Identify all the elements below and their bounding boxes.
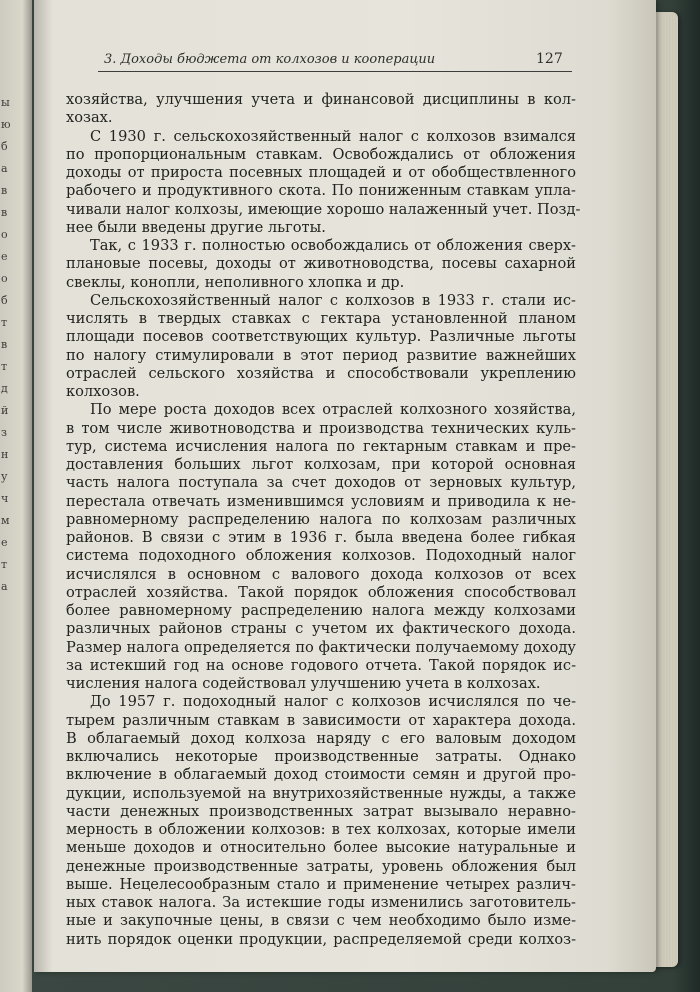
left-page-fragment: е	[1, 536, 8, 549]
text-line: за истекший год на основе годового отчета. Такой порядок ис-	[66, 656, 576, 674]
text-line: равномерному распределению налога по колхозам различных	[66, 510, 576, 528]
body-text	[66, 91, 581, 949]
text-line: колхозов.	[66, 383, 140, 400]
left-page-fragment: з	[1, 426, 7, 439]
text-line: мерность в обложении колхозов: в тех колхозах, которые имели	[66, 821, 576, 838]
text-line: площади посевов соответствующих культур. Различные льготы	[66, 328, 576, 346]
text-line: числения налога содействовал улучшению учета в колхозах.	[66, 675, 541, 692]
left-page-fragment: у	[1, 470, 8, 483]
text-line: доходы от прироста посевных площадей и от обобществленного	[66, 164, 576, 181]
text-line: исчислялся в основном с валового дохода колхозов от всех	[66, 565, 576, 583]
text-line: До 1957 г. подоходный налог с колхозов исчислялся по че-	[90, 693, 576, 711]
left-page-fragment: в	[1, 338, 8, 351]
text-line: тырем различным ставкам в зависимости от характера дохода.	[66, 711, 576, 729]
text-line: доставления больших льгот колхозам, при которой основная	[66, 456, 576, 473]
header-rule	[98, 71, 572, 72]
text-line: числять в твердых ставках с гектара установленной планом	[66, 310, 576, 327]
left-page-fragment: а	[1, 162, 8, 175]
text-line: ные и закупочные цены, в связи с чем необходимо было изме-	[66, 912, 576, 930]
text-line: части денежных производственных затрат вызывало неравно-	[66, 802, 576, 820]
text-line: различных районов страны с учетом их фактического дохода.	[66, 620, 576, 638]
running-head: 3. Доходы бюджета от колхозов и кооперации	[104, 52, 436, 67]
left-page-fragment: й	[1, 404, 9, 417]
text-line: По мере роста доходов всех отраслей колхозного хозяйства,	[90, 401, 576, 419]
text-line: В облагаемый доход колхоза наряду с его валовым доходом	[66, 729, 576, 747]
left-page-fragment: н	[1, 448, 9, 461]
left-page-fragment: ы	[1, 96, 10, 109]
text-line: чивали налог колхозы, имеющие хорошо налаженный учет. Позд-	[66, 200, 581, 218]
page-number: 127	[536, 51, 563, 67]
text-line: выше. Нецелесообразным стало и применение четырех различ-	[66, 875, 576, 893]
text-line: нить порядок оценки продукции, распределяемой среди колхоз-	[66, 930, 576, 948]
left-page-fragment: о	[1, 228, 8, 241]
text-line: районов. В связи с этим в 1936 г. была введена более гибкая	[66, 529, 576, 546]
left-page-edge	[0, 0, 32, 992]
left-page-fragment: ю	[1, 118, 11, 131]
text-line: Сельскохозяйственный налог с колхозов в 1933 г. стали ис-	[90, 291, 576, 309]
text-line: С 1930 г. сельскохозяйственный налог с колхозов взимался	[90, 127, 576, 145]
text-line: система подоходного обложения колхозов. Подоходный налог	[66, 547, 576, 565]
text-line: тур, система исчисления налога по гектарным ставкам и пре-	[66, 437, 576, 455]
text-line: перестала отвечать изменившимся условиям и приводила к не-	[66, 492, 576, 510]
left-page-fragment: т	[1, 558, 8, 571]
text-line: по налогу стимулировали в этот период развитие важнейших	[66, 346, 576, 364]
text-line: Так, с 1933 г. полностью освобождались от обложения сверх-	[90, 237, 576, 254]
text-line: рабочего и продуктивного скота. По пониженным ставкам упла-	[66, 182, 576, 200]
text-line: дукции, используемой на внутрихозяйственные нужды, а также	[66, 784, 576, 802]
left-page-fragment: б	[1, 294, 8, 307]
text-line: по пропорциональным ставкам. Освобождались от обложения	[66, 145, 576, 163]
text-line: денежные производственные затраты, уровень обложения был	[66, 857, 576, 875]
text-line: Размер налога определяется по фактически получаемому доходу	[66, 638, 576, 656]
text-line: включение в облагаемый доход стоимости семян и другой про-	[66, 766, 576, 784]
text-line: более равномерному распределению налога между колхозами	[66, 602, 576, 619]
left-page-fragment: т	[1, 360, 8, 373]
left-page-fragment: б	[1, 140, 8, 153]
left-page-fragment: е	[1, 250, 8, 263]
text-line: отраслей хозяйства. Такой порядок обложения способствовал	[66, 583, 576, 601]
text-line: ных ставок налога. За истекшие годы изменились заготовитель-	[66, 894, 576, 911]
text-line: в том числе животноводства и производства технических куль-	[66, 419, 576, 437]
left-page-fragment: м	[1, 514, 10, 527]
text-line: отраслей сельского хозяйства и способствовали укреплению	[66, 364, 576, 382]
left-page-fragment: в	[1, 206, 8, 219]
left-page-fragment: д	[1, 382, 8, 395]
text-line: включались некоторые производственные затраты. Однако	[66, 748, 576, 765]
text-line: хозах.	[66, 109, 113, 127]
text-line: плановые посевы, доходы от животноводства, посевы сахарной	[66, 255, 576, 273]
left-page-fragment: т	[1, 316, 8, 329]
left-page-fragment: в	[1, 184, 8, 197]
text-line: нее были введены другие льготы.	[66, 218, 326, 236]
text-line: часть налога поступала за счет доходов от зерновых культур,	[66, 474, 576, 492]
left-page-fragment: ч	[1, 492, 9, 505]
text-line: свеклы, конопли, неполивного хлопка и др.	[66, 273, 405, 291]
text-line: хозяйства, улучшения учета и финансовой дисциплины в кол-	[66, 91, 576, 108]
left-page-fragment: о	[1, 272, 8, 285]
left-page-fragment: а	[1, 580, 8, 593]
text-line: меньше доходов и относительно более высокие натуральные и	[66, 839, 576, 857]
